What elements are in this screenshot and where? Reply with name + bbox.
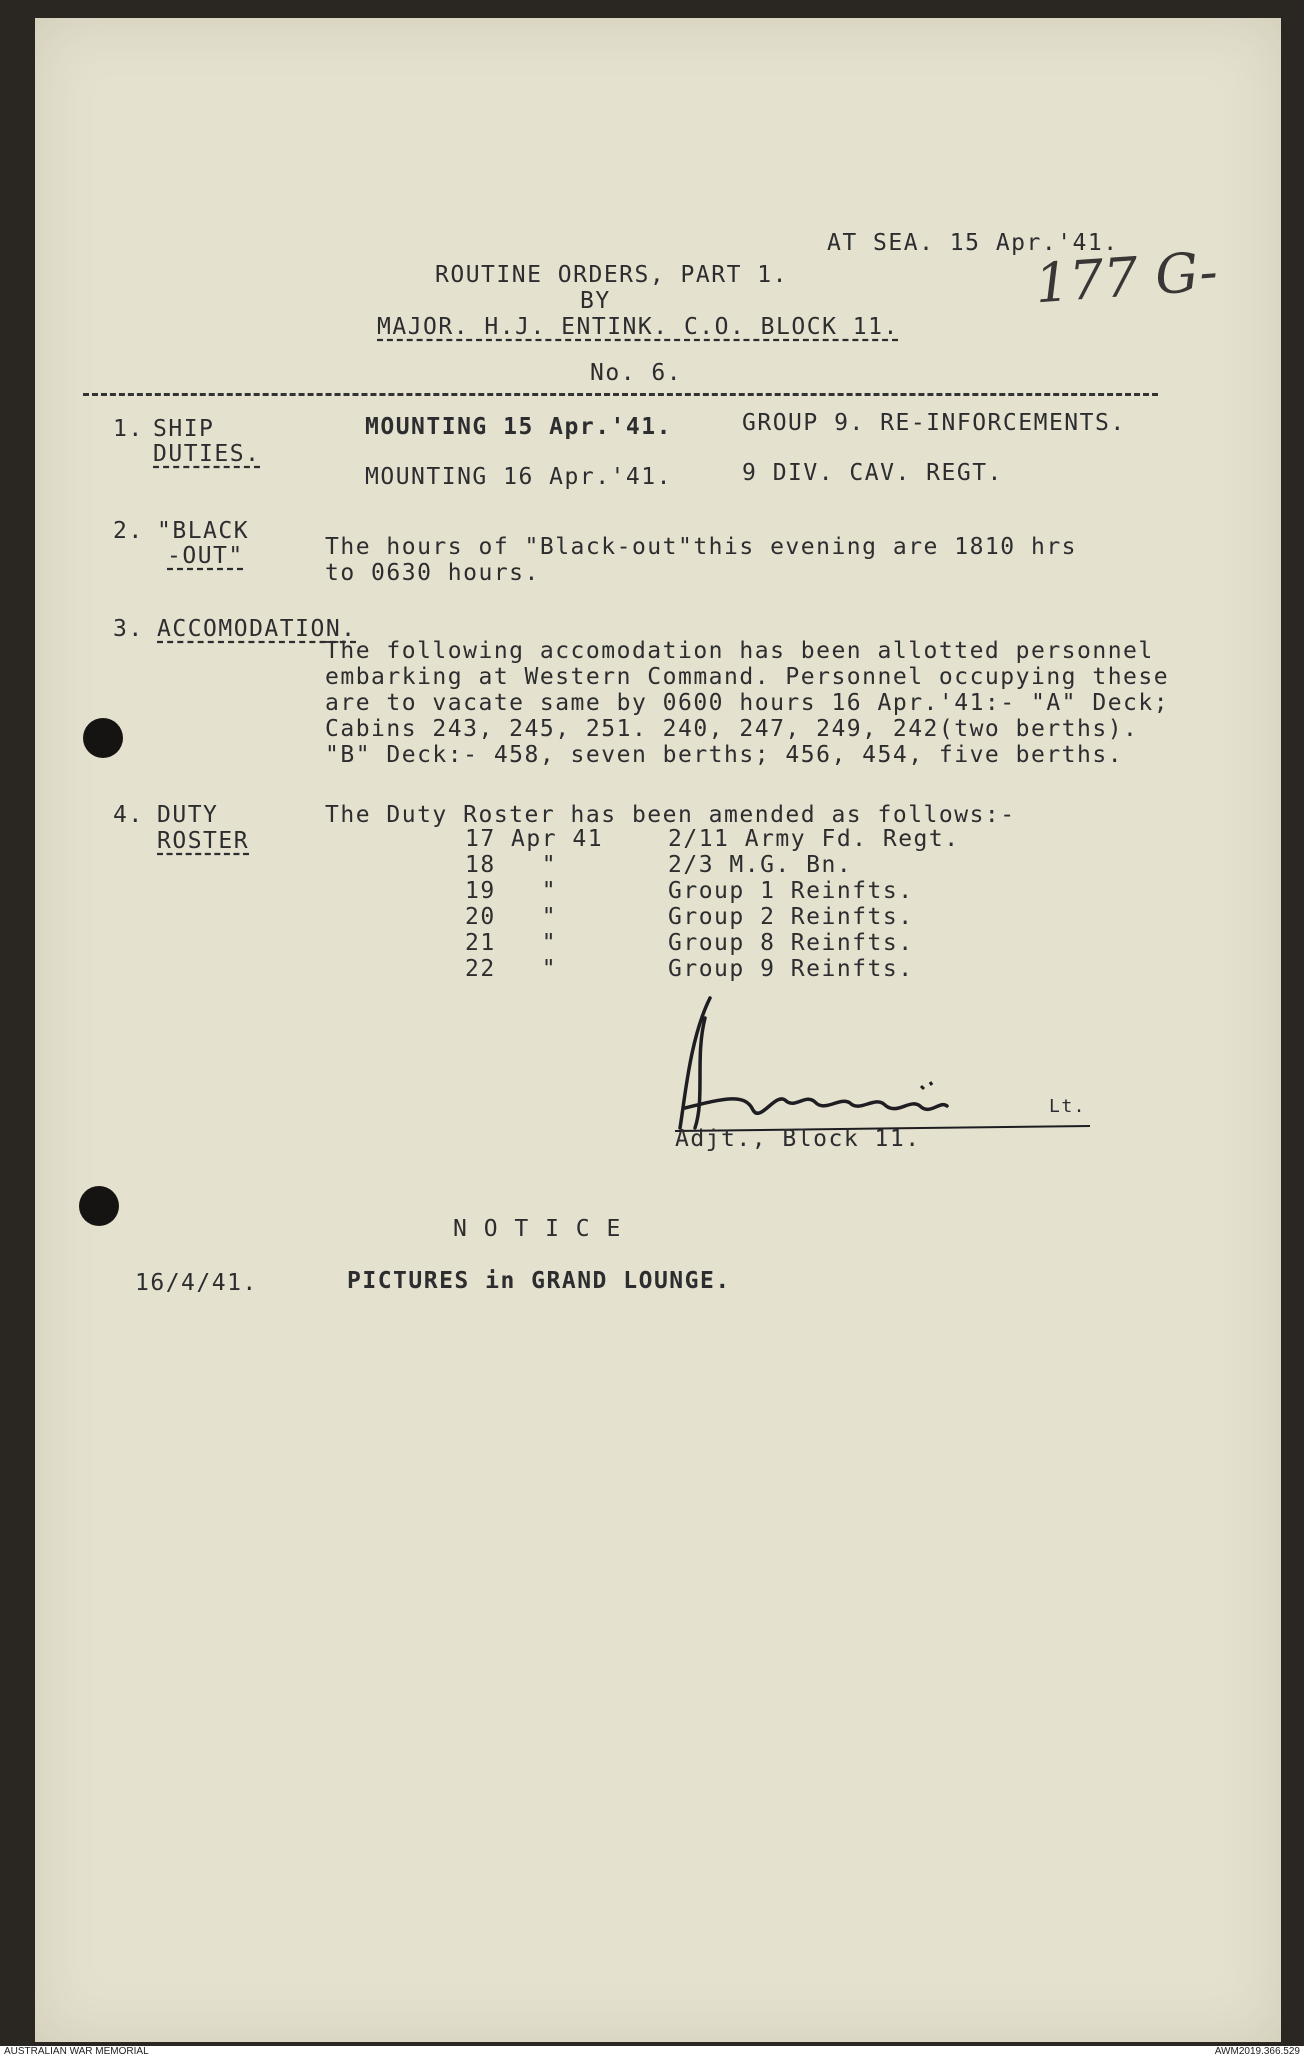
roster-day: 20 "	[465, 904, 558, 930]
archive-footer	[0, 2046, 1304, 2061]
roster-unit: Group 8 Reinfts.	[668, 930, 914, 956]
footer-source: AUSTRALIAN WAR MEMORIAL	[4, 2046, 149, 2057]
duty-roster-intro: The Duty Roster has been amended as follows:-	[325, 802, 1016, 828]
table-row	[35, 826, 960, 852]
item-4-number: 4.	[113, 802, 144, 828]
accomodation-line-1: The following accomodation has been allotted personnel	[325, 638, 1154, 664]
roster-unit: Group 1 Reinfts.	[668, 878, 914, 904]
order-number: No. 6.	[590, 360, 683, 386]
accomodation-line-2: embarking at Western Command. Personnel occupying these	[325, 664, 1170, 690]
footer-reference: AWM2019.366.529	[1214, 2046, 1300, 2057]
black-out-line-1: The hours of "Black-out"this evening are 1810 hrs	[325, 534, 1078, 560]
signature-rank: Lt.	[1049, 1096, 1087, 1117]
table-row	[35, 852, 935, 878]
title-line-3: MAJOR. H.J. ENTINK. C.O. BLOCK 11.	[377, 314, 899, 340]
item-4-heading: DUTY	[157, 802, 219, 828]
notice-heading: N O T I C E	[453, 1216, 622, 1242]
item-2-number: 2.	[113, 518, 144, 544]
roster-day: 21 "	[465, 930, 558, 956]
dateline: AT SEA. 15 Apr.'41.	[827, 230, 1119, 256]
ship-duties-unit-1: GROUP 9. RE-INFORCEMENTS.	[742, 410, 1126, 436]
table-row	[35, 930, 935, 956]
punch-hole	[79, 1186, 119, 1226]
table-row	[35, 904, 935, 930]
ship-duties-mounting-2: MOUNTING 16 Apr.'41.	[365, 464, 672, 490]
roster-unit: 2/11 Army Fd. Regt.	[668, 826, 960, 852]
roster-unit: 2/3 M.G. Bn.	[668, 852, 853, 878]
ship-duties-mounting-1: MOUNTING 15 Apr.'41.	[365, 414, 672, 440]
item-2-heading-2: -OUT"	[167, 543, 244, 569]
signature-title: Adjt., Block 11.	[675, 1126, 921, 1152]
item-4-heading-2: ROSTER	[157, 828, 250, 854]
roster-unit: Group 2 Reinfts.	[668, 904, 914, 930]
roster-unit: Group 9 Reinfts.	[668, 956, 914, 982]
item-1-heading: SHIP	[153, 416, 215, 442]
dashed-divider	[83, 393, 1158, 396]
notice-date: 16/4/41.	[135, 1270, 258, 1296]
title-line-2: BY	[580, 288, 611, 314]
roster-day: 17 Apr 41	[465, 826, 604, 852]
punch-hole	[83, 718, 123, 758]
accomodation-line-3: are to vacate same by 0600 hours 16 Apr.'41:- "A" Deck;	[325, 690, 1170, 716]
item-1-number: 1.	[113, 416, 144, 442]
accomodation-line-5: "B" Deck:- 458, seven berths; 456, 454, five berths.	[325, 742, 1124, 768]
ship-duties-unit-2: 9 DIV. CAV. REGT.	[742, 460, 1003, 486]
notice-text: PICTURES in GRAND LOUNGE.	[347, 1268, 731, 1294]
document-page	[35, 18, 1281, 2042]
item-3-heading: ACCOMODATION.	[157, 616, 357, 642]
item-2-heading: "BLACK	[157, 518, 250, 544]
item-1-heading-2: DUTIES.	[153, 441, 261, 467]
title-line-1: ROUTINE ORDERS, PART 1.	[435, 262, 788, 288]
accomodation-line-4: Cabins 243, 245, 251. 240, 247, 249, 242(two berths).	[325, 716, 1139, 742]
roster-day: 18 "	[465, 852, 558, 878]
handwritten-reference: 177 G-	[1033, 239, 1220, 316]
roster-day: 22 "	[465, 956, 558, 982]
table-row	[35, 878, 935, 904]
black-out-line-2: to 0630 hours.	[325, 560, 540, 586]
item-3-number: 3.	[113, 616, 144, 642]
roster-day: 19 "	[465, 878, 558, 904]
